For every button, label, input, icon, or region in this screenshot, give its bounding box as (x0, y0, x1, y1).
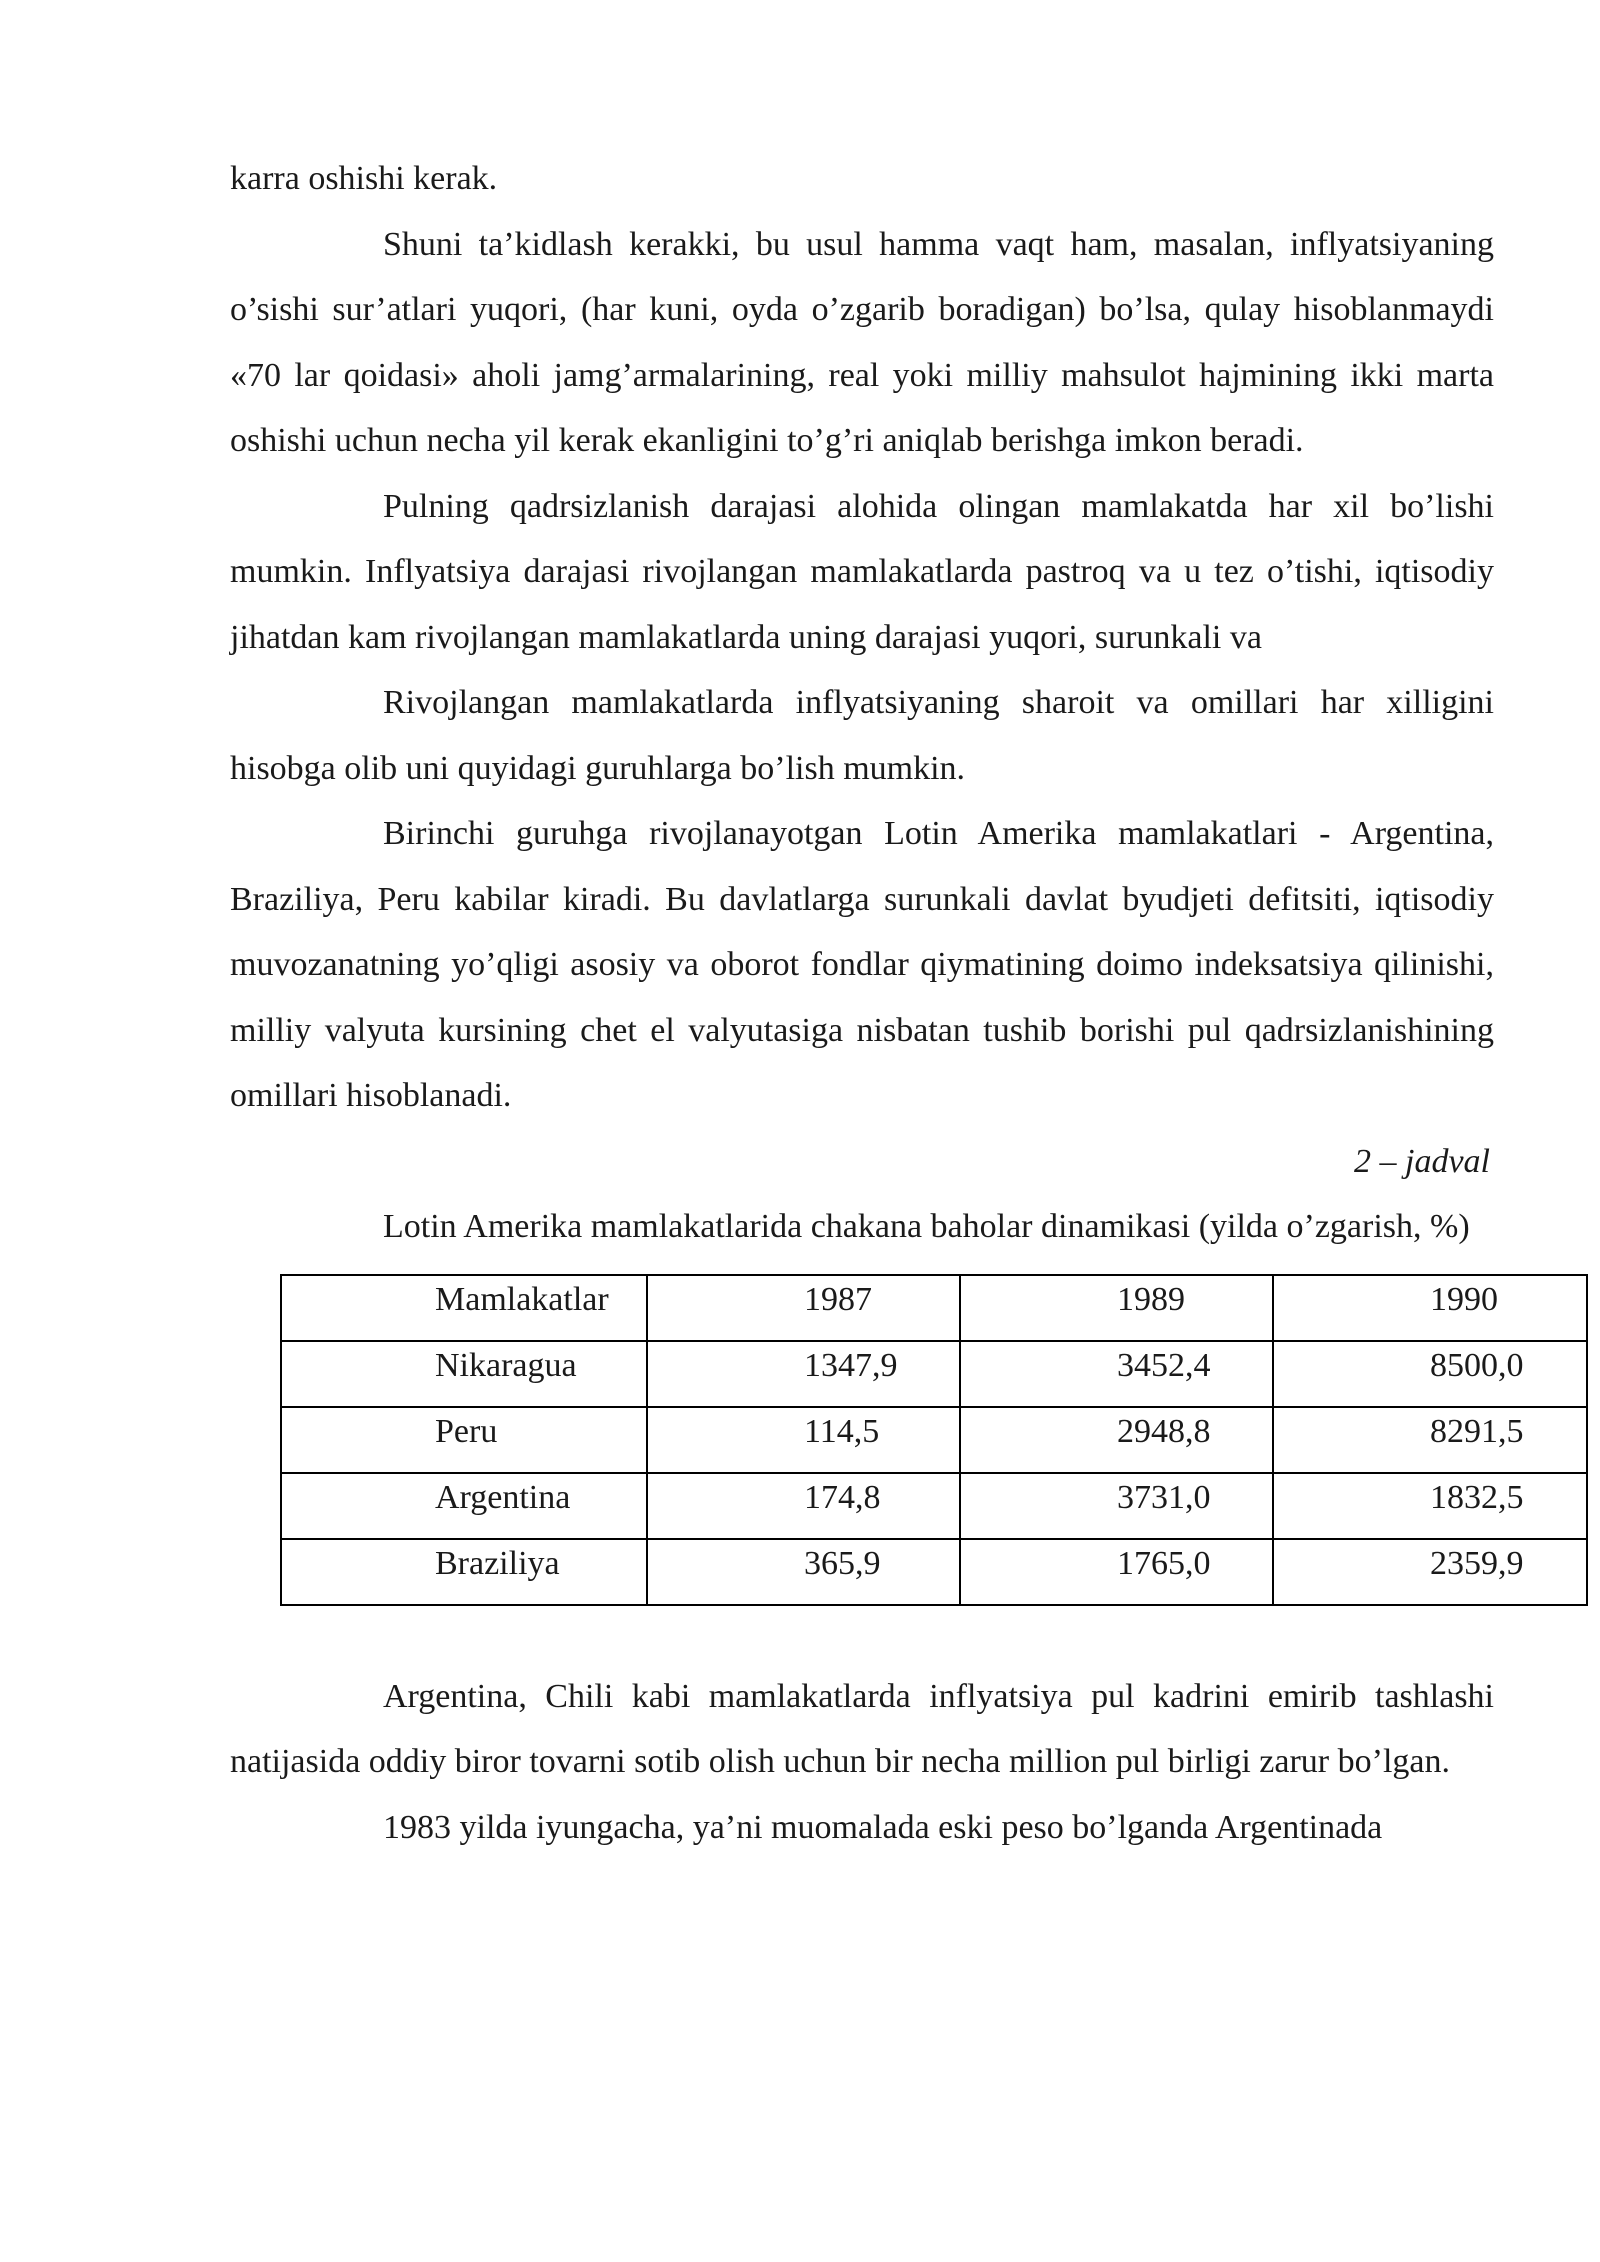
table-row (281, 1539, 1587, 1605)
table-cell-value: 2359,9 (1273, 1539, 1587, 1605)
paragraph-rule-of-70: Shuni ta’kidlash kerakki, bu usul hamma vaqt ham, masalan, inflyatsiyaning o’sishi sur’atlari yuqori, (har kuni, oyda o’zgarib boradigan) bo’lsa, qulay hisoblanmaydi «70 lar qoidasi» aholi jamg’armalarining, real yoki milliy mahsulot hajmining ikki marta oshishi uchun necha yil kerak ekanligini to’g’ri aniqlab berishga imkon beradi. (230, 225, 1494, 459)
table-header-cell: 1987 (647, 1275, 960, 1341)
table-header-cell: 1989 (960, 1275, 1273, 1341)
table-cell-value: 8291,5 (1273, 1407, 1587, 1473)
document-page (230, 146, 1524, 1860)
table-label: 2 – jadval (1354, 1142, 1490, 1180)
retail-price-table-wrapper (280, 1274, 1586, 1606)
paragraph-argentina-chile: Argentina, Chili kabi mamlakatlarda inflyatsiya pul kadrini emirib tashlashi natijasida oddiy biror tovarni sotib olish uchun bir necha million pul birligi zarur bo’lgan. (230, 1677, 1494, 1780)
table-row (281, 1407, 1587, 1473)
table-cell-value: 1347,9 (647, 1341, 960, 1407)
paragraph-continuation: karra oshishi kerak. (230, 160, 498, 197)
table-header-cell: Mamlakatlar (281, 1275, 647, 1341)
text-after-table (230, 1664, 1494, 1861)
paragraph-depreciation-level: Pulning qadrsizlanish darajasi alohida olingan mamlakatda har xil bo’lishi mumkin. Inflyatsiya darajasi rivojlangan mamlakatlarda pastroq va u tez o’tishi, iqtisodiy jihatdan kam rivojlangan mamlakatlarda uning darajasi yuqori, surunkali va (230, 487, 1494, 656)
table-cell-value: 3731,0 (960, 1473, 1273, 1539)
table-cell-country: Peru (281, 1407, 647, 1473)
table-cell-value: 2948,8 (960, 1407, 1273, 1473)
table-header-row (281, 1275, 1587, 1341)
table-cell-value: 114,5 (647, 1407, 960, 1473)
table-cell-country: Nikaragua (281, 1341, 647, 1407)
table-row (281, 1473, 1587, 1539)
table-cell-value: 8500,0 (1273, 1341, 1587, 1407)
table-cell-value: 1765,0 (960, 1539, 1273, 1605)
table-header-cell: 1990 (1273, 1275, 1587, 1341)
table-cell-value: 365,9 (647, 1539, 960, 1605)
table-title: Lotin Amerika mamlakatlarida chakana baholar dinamikasi (yilda o’zgarish, %) (383, 1208, 1470, 1245)
table-cell-country: Braziliya (281, 1539, 647, 1605)
table-row (281, 1341, 1587, 1407)
paragraph-1983-peso: 1983 yilda iyungacha, ya’ni muomalada eski peso bo’lganda Argentinada (383, 1808, 1383, 1846)
retail-price-table (280, 1274, 1588, 1606)
paragraph-first-group: Birinchi guruhga rivojlanayotgan Lotin Amerika mamlakatlari - Argentina, Braziliya, Peru kabilar kiradi. Bu davlatlarga surunkali davlat byudjeti defitsiti, iqtisodiy muvozanatning yo’qligi asosiy va oborot fondlar qiymatining doimo indeksatsiya qilinishi, milliy valyuta kursining chet el valyutasiga nisbatan tushib borishi pul qadrsizlanishining omillari hisoblanadi. (230, 815, 1494, 1114)
table-cell-value: 3452,4 (960, 1341, 1273, 1407)
table-cell-value: 1832,5 (1273, 1473, 1587, 1539)
table-cell-country: Argentina (281, 1473, 647, 1539)
table-cell-value: 174,8 (647, 1473, 960, 1539)
paragraph-developed-countries: Rivojlangan mamlakatlarda inflyatsiyaning sharoit va omillari har xilligini hisobga olib uni quyidagi guruhlarga bo’lish mumkin. (230, 684, 1494, 787)
